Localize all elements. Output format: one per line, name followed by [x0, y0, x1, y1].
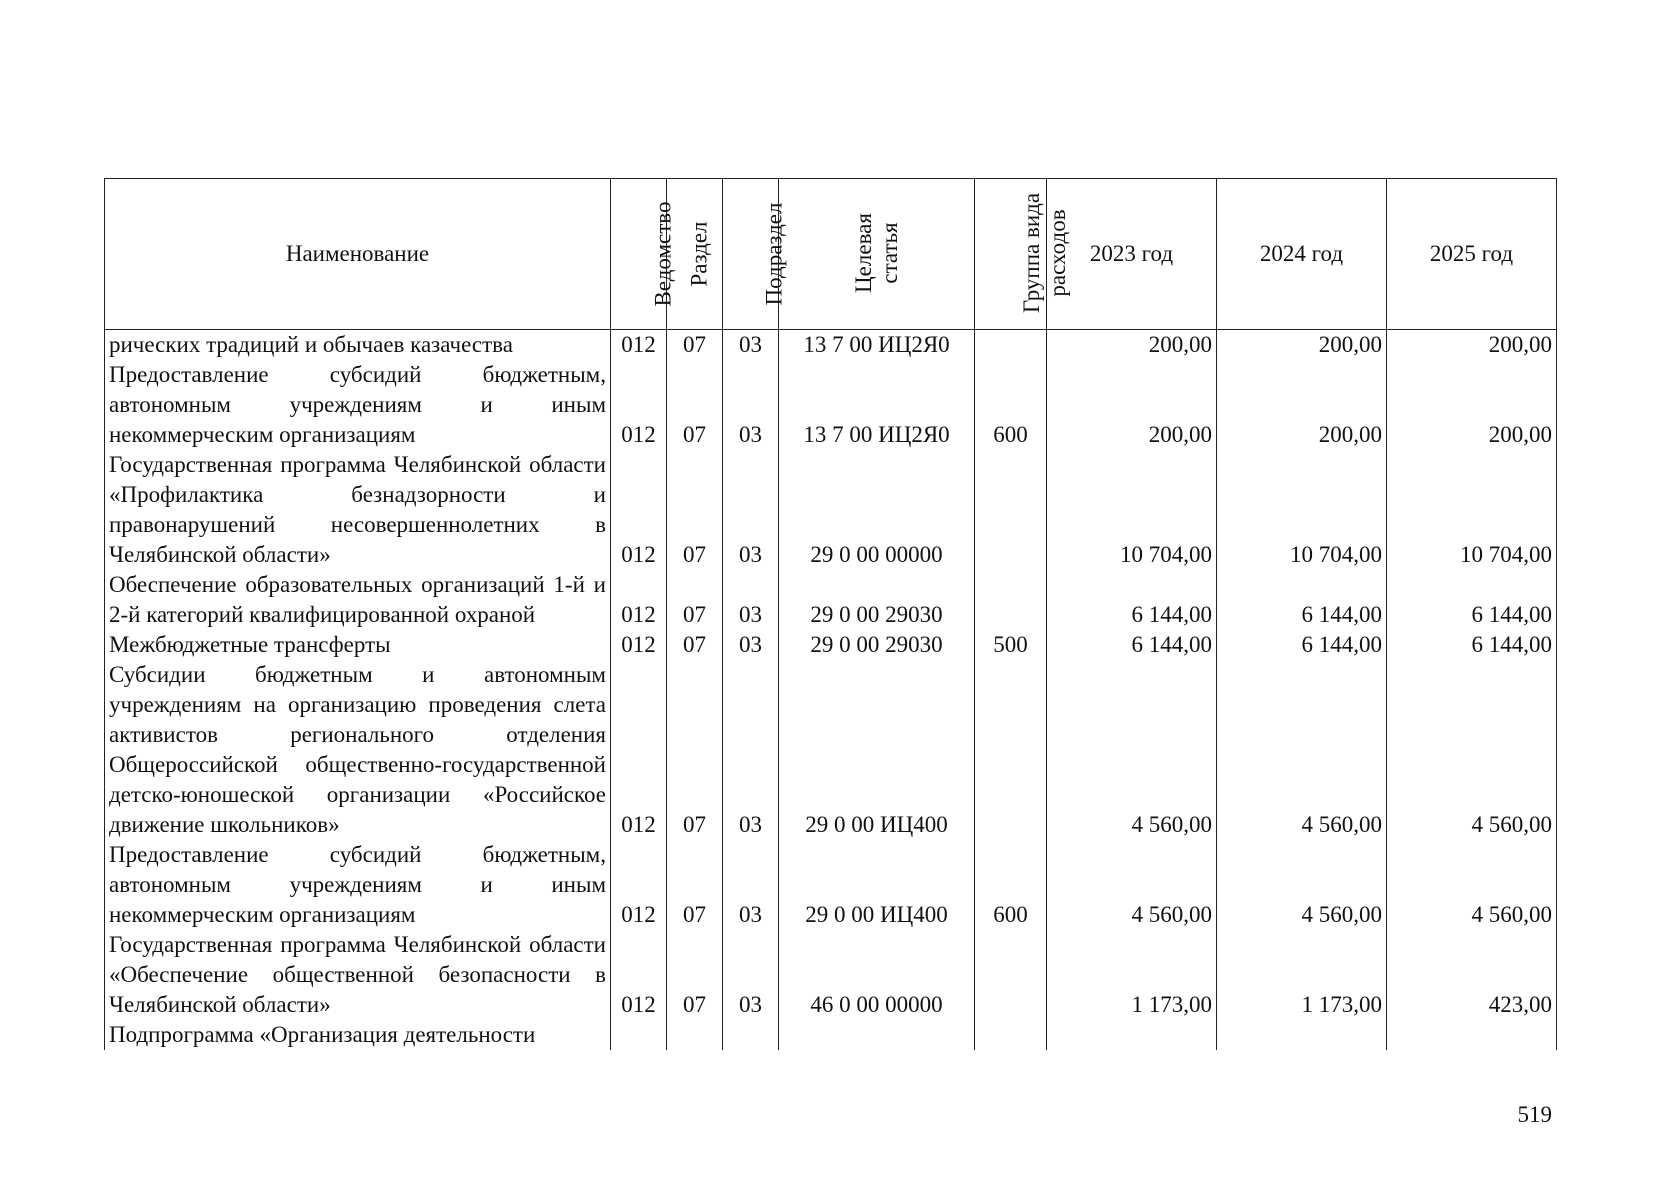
cell-expense-group — [975, 570, 1047, 630]
cell-2025: 6 144,00 — [1387, 630, 1557, 660]
cell-name: рических традиций и обычаев казачества — [105, 330, 611, 361]
cell-2024: 4 560,00 — [1217, 660, 1387, 840]
cell-target-article: 13 7 00 ИЦ2Я0 — [779, 360, 975, 450]
cell-subsection — [723, 1020, 779, 1050]
cell-2024: 200,00 — [1217, 360, 1387, 450]
cell-2024: 4 560,00 — [1217, 840, 1387, 930]
table-row — [105, 360, 1557, 450]
table-body — [105, 330, 1557, 1051]
cell-2023: 6 144,00 — [1047, 570, 1217, 630]
cell-2023: 10 704,00 — [1047, 450, 1217, 570]
cell-2023: 200,00 — [1047, 330, 1217, 361]
cell-2025: 4 560,00 — [1387, 660, 1557, 840]
cell-2023: 1 173,00 — [1047, 930, 1217, 1020]
cell-2023: 4 560,00 — [1047, 840, 1217, 930]
cell-section: 07 — [667, 570, 723, 630]
cell-target-article: 29 0 00 29030 — [779, 570, 975, 630]
header-expense-group: Группа вида расходов — [975, 179, 1047, 330]
header-year-2023: 2023 год — [1047, 179, 1217, 330]
cell-expense-group: 600 — [975, 840, 1047, 930]
cell-expense-group — [975, 930, 1047, 1020]
cell-subsection: 03 — [723, 840, 779, 930]
cell-name: Предоставление субсидий бюджетным, автономным учреждениям и иным некоммерческим организациям — [105, 840, 611, 930]
cell-2024 — [1217, 1020, 1387, 1050]
cell-subsection: 03 — [723, 360, 779, 450]
cell-2024: 6 144,00 — [1217, 630, 1387, 660]
cell-target-article: 29 0 00 ИЦ400 — [779, 840, 975, 930]
cell-name: Обеспечение образовательных организаций 1-й и 2-й категорий квалифицированной охраной — [105, 570, 611, 630]
cell-subsection: 03 — [723, 660, 779, 840]
budget-table — [104, 178, 1557, 1050]
cell-name: Субсидии бюджетным и автономным учреждениям на организацию проведения слета активистов регионального отделения Общероссийской общественно-государственной детско-юношеской организации «Российское движение школьников» — [105, 660, 611, 840]
cell-2025 — [1387, 1020, 1557, 1050]
header-department: Ведомство — [611, 179, 667, 330]
cell-2023: 200,00 — [1047, 360, 1217, 450]
header-year-2025: 2025 год — [1387, 179, 1557, 330]
cell-expense-group — [975, 450, 1047, 570]
cell-2025: 423,00 — [1387, 930, 1557, 1020]
cell-subsection: 03 — [723, 930, 779, 1020]
page-number: 519 — [1517, 1102, 1552, 1127]
cell-subsection: 03 — [723, 330, 779, 361]
cell-section: 07 — [667, 330, 723, 361]
cell-department: 012 — [611, 450, 667, 570]
cell-section: 07 — [667, 360, 723, 450]
budget-table-container — [104, 178, 1556, 1088]
cell-section — [667, 1020, 723, 1050]
cell-department: 012 — [611, 930, 667, 1020]
cell-subsection: 03 — [723, 450, 779, 570]
cell-target-article: 13 7 00 ИЦ2Я0 — [779, 330, 975, 361]
cell-subsection: 03 — [723, 570, 779, 630]
table-header-row — [105, 179, 1557, 330]
cell-expense-group: 600 — [975, 360, 1047, 450]
cell-2025: 200,00 — [1387, 360, 1557, 450]
cell-2025: 4 560,00 — [1387, 840, 1557, 930]
cell-name: Государственная программа Челябинской области «Профилактика безнадзорности и правонарушений несовершеннолетних в Челябинской области» — [105, 450, 611, 570]
cell-2024: 10 704,00 — [1217, 450, 1387, 570]
cell-target-article — [779, 1020, 975, 1050]
cell-2024: 200,00 — [1217, 330, 1387, 361]
cell-name: Межбюджетные трансферты — [105, 630, 611, 660]
cell-department: 012 — [611, 570, 667, 630]
cell-section: 07 — [667, 930, 723, 1020]
table-row — [105, 1020, 1557, 1050]
cell-department: 012 — [611, 360, 667, 450]
cell-2023: 4 560,00 — [1047, 660, 1217, 840]
cell-subsection: 03 — [723, 630, 779, 660]
table-row — [105, 570, 1557, 630]
cell-2025: 200,00 — [1387, 330, 1557, 361]
cell-section: 07 — [667, 450, 723, 570]
table-row — [105, 630, 1557, 660]
table-row — [105, 330, 1557, 361]
cell-2024: 6 144,00 — [1217, 570, 1387, 630]
cell-target-article: 46 0 00 00000 — [779, 930, 975, 1020]
cell-department: 012 — [611, 660, 667, 840]
cell-section: 07 — [667, 660, 723, 840]
cell-2023 — [1047, 1020, 1217, 1050]
cell-expense-group: 500 — [975, 630, 1047, 660]
cell-expense-group — [975, 330, 1047, 361]
cell-2025: 10 704,00 — [1387, 450, 1557, 570]
cell-section: 07 — [667, 630, 723, 660]
header-section: Раздел — [667, 179, 723, 330]
table-row — [105, 660, 1557, 840]
cell-department: 012 — [611, 630, 667, 660]
cell-name: Предоставление субсидий бюджетным, автономным учреждениям и иным некоммерческим организациям — [105, 360, 611, 450]
cell-department: 012 — [611, 840, 667, 930]
cell-2023: 6 144,00 — [1047, 630, 1217, 660]
cell-target-article: 29 0 00 00000 — [779, 450, 975, 570]
header-name: Наименование — [105, 179, 611, 330]
cell-department — [611, 1020, 667, 1050]
cell-expense-group — [975, 1020, 1047, 1050]
table-row — [105, 840, 1557, 930]
table-row — [105, 930, 1557, 1020]
cell-department: 012 — [611, 330, 667, 361]
header-year-2024: 2024 год — [1217, 179, 1387, 330]
table-row — [105, 450, 1557, 570]
cell-target-article: 29 0 00 29030 — [779, 630, 975, 660]
cell-name: Подпрограмма «Организация деятельности — [105, 1020, 611, 1050]
cell-target-article: 29 0 00 ИЦ400 — [779, 660, 975, 840]
cell-section: 07 — [667, 840, 723, 930]
cell-expense-group — [975, 660, 1047, 840]
header-target-article: Целевая статья — [779, 179, 975, 330]
header-subsection: Подраздел — [723, 179, 779, 330]
cell-2025: 6 144,00 — [1387, 570, 1557, 630]
cell-name: Государственная программа Челябинской области «Обеспечение общественной безопасности в Челябинской области» — [105, 930, 611, 1020]
cell-2024: 1 173,00 — [1217, 930, 1387, 1020]
